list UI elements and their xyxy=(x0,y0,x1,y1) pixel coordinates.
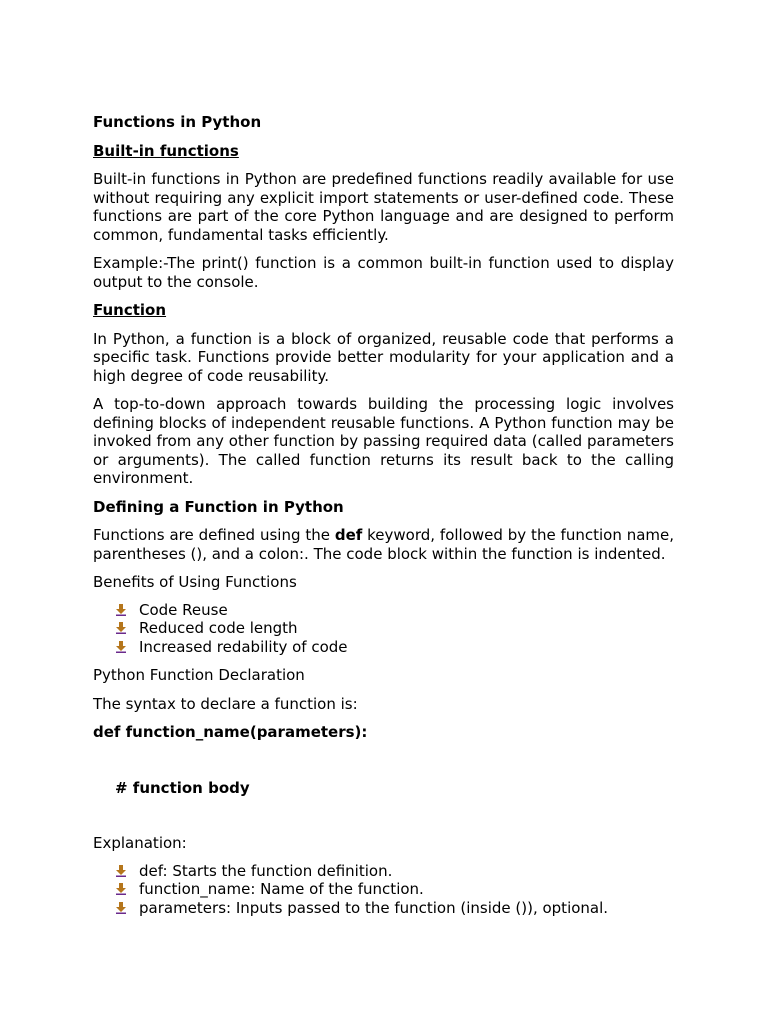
document-content xyxy=(93,113,674,917)
heading-function: Function xyxy=(93,301,167,319)
def-keyword: def xyxy=(334,526,363,544)
heading-builtin-functions: Built-in functions xyxy=(93,141,239,160)
explanation-text: def: Starts the function definition. xyxy=(139,861,393,880)
arrow-bullet-icon xyxy=(115,641,127,653)
benefit-text: Reduced code length xyxy=(139,619,298,637)
list-item xyxy=(93,862,674,881)
arrow-bullet-icon xyxy=(115,883,127,895)
paragraph-builtin-description: Built-in functions in Python are predefined functions readily available for use without requiring any explicit import statements or user-defined code. These functions are part of the core Python language and are designed to perform common, fundamental tasks efficiently. xyxy=(93,170,674,244)
list-item xyxy=(93,880,674,899)
explanation-label: Explanation: xyxy=(93,834,187,852)
paragraph-builtin-example: Example:-The print() function is a common built-in function used to display output to the console. xyxy=(93,254,674,291)
arrow-bullet-icon xyxy=(115,604,127,616)
arrow-bullet-icon xyxy=(115,902,127,914)
declaration-label: Python Function Declaration xyxy=(93,666,305,684)
explanation-text: function_name: Name of the function. xyxy=(139,880,424,898)
arrow-bullet-icon xyxy=(115,622,127,634)
syntax-label: The syntax to declare a function is: xyxy=(93,694,358,713)
def-text-after: keyword, followed by the function name, parentheses (), and a colon:. The code block within the function is indented. xyxy=(93,526,675,563)
arrow-bullet-icon xyxy=(115,865,127,877)
list-item xyxy=(93,619,674,638)
list-item xyxy=(93,601,674,620)
list-item xyxy=(93,899,674,918)
heading-defining-function: Defining a Function in Python xyxy=(93,497,344,516)
document-title: Functions in Python xyxy=(93,113,262,131)
benefits-list xyxy=(93,601,674,657)
explanation-text: parameters: Inputs passed to the function (inside ()), optional. xyxy=(139,898,609,917)
code-signature: def function_name(parameters): xyxy=(93,723,368,741)
benefit-text: Code Reuse xyxy=(139,600,228,619)
code-comment-body: # function body xyxy=(115,778,250,797)
paragraph-top-down-approach: A top-to-down approach towards building the processing logic involves defining blocks of independent reusable functions. A Python function may be invoked from any other function by passing required data (called parameters or arguments). The called function returns its result back to the calling environment. xyxy=(93,395,674,487)
benefits-label: Benefits of Using Functions xyxy=(93,573,297,591)
paragraph-def-keyword xyxy=(93,526,674,563)
benefit-text: Increased redability of code xyxy=(139,637,348,656)
list-item xyxy=(93,638,674,657)
def-text-before: Functions are defined using the xyxy=(93,526,335,544)
paragraph-function-definition: In Python, a function is a block of organized, reusable code that performs a specific task. Functions provide better modularity for your application and a high degree of code reusability. xyxy=(93,329,674,385)
explanation-list xyxy=(93,862,674,918)
